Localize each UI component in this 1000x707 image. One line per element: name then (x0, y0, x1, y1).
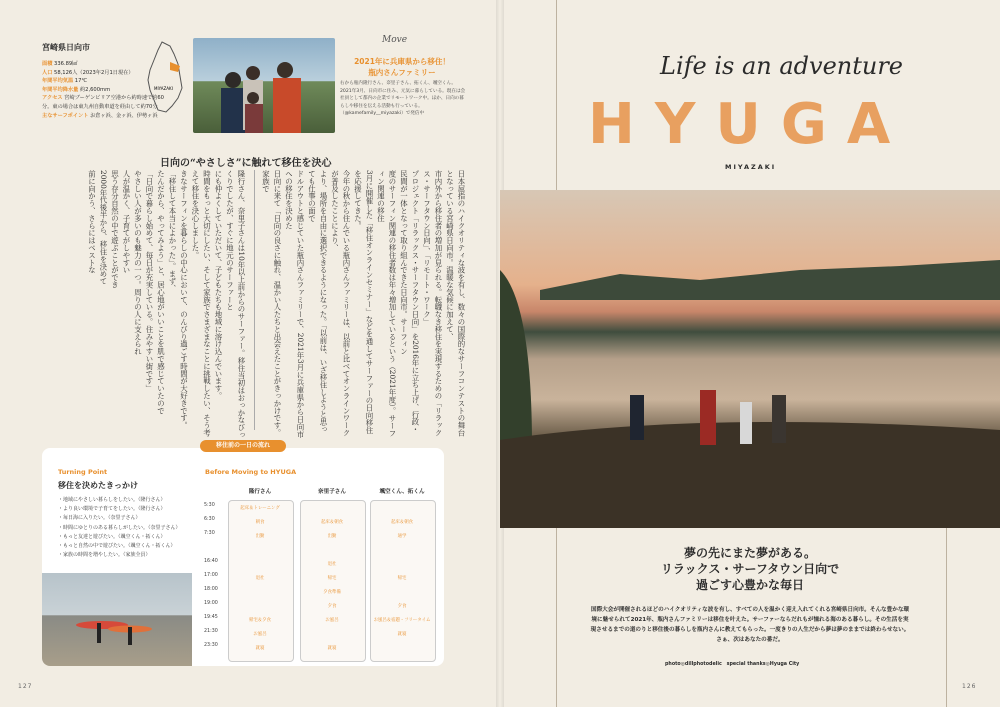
list-item: ・地域にやさしい暮らしをしたい。（隆行さん） (58, 497, 166, 503)
body-paragraph: 思う存分自然の中で遊ぶことができ (110, 170, 120, 289)
stat-value: 約2,600mm (79, 86, 111, 93)
body-paragraph: 2000年代後半から、移住を決めて (99, 170, 108, 286)
body-columns-left (42, 170, 247, 440)
schedule-event: 出勤 (327, 534, 337, 539)
body-columns-right (262, 170, 467, 440)
panel-tag: 移住前の一日の流れ (200, 440, 286, 452)
schedule-event: 帰宅 (327, 576, 337, 581)
body-paragraph: やさしい人が多いのも魅力の一つ。周りの人に支えられ (133, 170, 143, 355)
big-title: HYUGA (588, 92, 911, 157)
schedule-event: 就寝 (397, 632, 407, 637)
body-paragraph: 日向に来て「日向の良さに触れ、温かい人たちと出会えたことがきっかけです。家族で (262, 170, 282, 437)
schedule-event: 帰宅 (397, 576, 407, 581)
body-paragraph: にも仲よくしていただいて、子どもたちも地域に溶け込んでいます。 (214, 170, 223, 400)
decor-line (556, 0, 557, 190)
time-label: 19:45 (204, 615, 218, 620)
move-title-line: 瓶内さんファミリー (368, 68, 436, 77)
list-item: ・時間にゆとりのある暮らしがしたい。（奈里子さん） (58, 524, 181, 531)
page-number-right: 126 (962, 683, 977, 690)
schedule-event: 通学 (397, 534, 407, 539)
schedule-event: 退社 (255, 576, 265, 581)
schedule-event: 起床＆トレーニング (240, 506, 280, 511)
schedule-event: 就寝 (327, 646, 337, 651)
body-paragraph: より、場所を自由に選択できるようになった。「以前は、いざ移住しようと思っても仕事の面で (307, 170, 328, 433)
stat-value: 17℃ (74, 78, 88, 85)
schedule-event: 就寝 (255, 646, 265, 651)
stat-value: 336.89㎢ (54, 61, 78, 67)
map-label: MIYAZAKI (154, 86, 173, 91)
time-label: 23:30 (204, 643, 218, 648)
body-paragraph: 時間をもっと大切にしたい、そして家族でさまざまなことに挑戦したい、そう考えて移住を決心しました。 (191, 170, 212, 437)
schedule-event: お風呂＆宿題・フリータイム (373, 618, 431, 623)
time-label: 5:30 (204, 503, 215, 508)
move-script: Move (382, 35, 408, 45)
time-label: 6:30 (204, 517, 215, 522)
sub-title: MIYAZAKI (725, 163, 777, 171)
time-label: 16:40 (204, 559, 218, 564)
list-item: ・もっと友達と遊びたい。（颯空くん・拓くん） (58, 533, 166, 540)
schedule-event: 夕食 (327, 604, 337, 609)
headline-line: 夢の先にまた夢がある。 (683, 546, 816, 560)
family-photo (193, 38, 335, 133)
turning-point-subtitle: 移住を決めたきっかけ (58, 480, 138, 490)
body-paragraph: きなサーフィンを暮らしの中心において、のんびり過ごす時間が大好きです。 (179, 170, 189, 429)
stat-key: 主なサーフポイント (42, 112, 89, 119)
before-moving-title: Before Moving to HYUGA (205, 468, 297, 476)
body-paragraph: プロジェクト「リラックス・サーフタウン日向」を2016年に立ち上げ、行政・民間が一体となって取り組んできた日向市。サーフィン (399, 170, 420, 434)
stat-key: 面積 (42, 61, 53, 67)
miyazaki-map (140, 40, 190, 115)
schedule-event: お風呂 (325, 618, 339, 623)
schedule-event: 朝食 (255, 520, 265, 525)
decor-line (946, 528, 947, 707)
time-label: 19:00 (204, 601, 218, 606)
body-paragraph: 3月に開催した「移住オンラインセミナー」などを通してサーファーの日向移住を応援してきた。 (353, 170, 374, 434)
body-paragraph: 「移住して本当によかった」。まず、 (168, 170, 177, 293)
stat-key: 人口 (42, 69, 53, 76)
stat-value: お倉ヶ浜、金ヶ浜、伊勢ヶ浜 (90, 112, 158, 119)
time-label: 7:30 (204, 531, 215, 536)
person-name: 颯空くん、拓くん (379, 489, 425, 495)
script-title: Life is an adventure (660, 52, 904, 80)
stat-key: アクセス (42, 95, 63, 102)
person-name: 隆行さん (248, 489, 272, 495)
column-divider (254, 170, 255, 430)
body-paragraph: 今年の秋から住んでいる瓶内さんファミリーは、以前と比べてオンラインワークが普及したことにより、 (330, 170, 351, 437)
schedule-event: 起床＆朝食 (321, 520, 343, 525)
reasons-list (58, 496, 198, 560)
body-paragraph: 前に向かう、さらにはベストな (87, 170, 97, 274)
hero-photo (500, 190, 1000, 528)
list-item: ・家族の時間を増やしたい。（家族全員） (58, 552, 151, 559)
headline-line: 過ごす心豊かな毎日 (695, 578, 804, 592)
list-item: ・毎日海に入りたい。（奈里子さん） (58, 515, 141, 522)
schedule-event: お風呂 (253, 632, 267, 637)
lede-text: 国際大会が開催されるほどのハイクオリティな波を有し、すべての人を温かく迎え入れてくれる宮崎県日向市。そんな豊かな環境に魅せられて2021年、瓶内さんファミリーは移住を叶えた。サーファーならだれもが憧れる海のある暮らし。その生活を実現させるまでの道のりと移住後の暮らしを瓶内さんに教えてもらった。一度きりの人生だから夢は夢のままでは終わらせない。さぁ、次はあなたの番だ。 (590, 607, 910, 643)
person-name: 奈里子さん (318, 489, 346, 495)
schedule-event: 起床＆朝食 (391, 520, 413, 525)
page-number-left: 127 (18, 683, 33, 690)
time-label: 17:00 (204, 573, 218, 578)
schedule-event: 夕食 (397, 604, 407, 609)
time-label: 21:30 (204, 629, 218, 634)
section-heading: 日向の“やさしさ”に触れて移住を決心 (160, 158, 332, 169)
stat-key: 年間平均降水量 (42, 86, 79, 93)
schedule-event: 出勤 (255, 534, 265, 539)
turning-point-title: Turning Point (58, 468, 108, 476)
headline (640, 545, 860, 593)
stat-key: 年間平均気温 (42, 78, 74, 85)
stat-value: 58,126人（2023年2月1日現在） (54, 69, 134, 76)
schedule-event: 退社 (327, 562, 337, 567)
schedule-event: 夕食準備 (323, 590, 341, 595)
body-paragraph: 度のサーフィン関連の移住者数は年々増加しているという（2021年度）。サーフィン関連の移住 (376, 170, 397, 437)
list-item: ・より良い環境で子育てをしたい。（隆行さん） (58, 506, 166, 513)
move-title (346, 56, 458, 78)
list-item: ・もっと自然の中で遊びたい。（颯空くん・拓くん） (58, 543, 176, 550)
body-paragraph: 日本屈指のハイクオリティな波を有し、数々の国際的なサーフコンテストの舞台となっている宮崎県日向市。温暖な気候に加えて、 (445, 170, 466, 437)
photo-credit: photo◎dillphotodelic special thanks◎Hyuga City (665, 662, 800, 667)
body-paragraph: 人が温かく、子育てがしやすい (122, 170, 131, 274)
body-paragraph: 市内外から移住者の増加が見られる。転職なき移住を実現するための「リラックス・サーフタウン日向」、「リモート・ワーク」 (422, 170, 443, 437)
move-title-line: 2021年に兵庫県から移住！ (354, 57, 450, 66)
prefecture-label: 宮崎県日向市 (42, 42, 90, 52)
body-paragraph: 隆行さん、奈里子さんは10年以上前からのサーファー。移住当初はおっかなびっくりでしたが、すぐに地元のサーファーと (225, 170, 246, 439)
body-paragraph: 「日向で暮らし始めて、毎日が充実している。住みやすい街です」 (145, 170, 154, 392)
body-paragraph: ドルアウトと感じていた瓶内さんファミリーで、2021年3月に兵庫県から日向市への移住を決めた (284, 170, 305, 438)
headline-line: リラックス・サーフタウン日向で (660, 562, 840, 576)
move-caption: 右から瓶内隆行さん、奈里子さん、拓くん、颯空くん。2021年3月、日向市に住み、元気に暮らしている。現在は会社員として都内の企業でリモートワーク中。ほか、日向の暮らしや移住を伝える活動も行っている。（@kamefamily__miyazaki）で発信中 (340, 81, 466, 117)
schedule-event: 帰宅＆夕食 (249, 618, 271, 623)
stat-value: 宮崎ブーゲンビリア空港から約時速で約60分。東の場合は東九州自動車道を経由して約70分 (42, 95, 164, 110)
decor-line (556, 528, 557, 707)
body-paragraph: たんだから、やってみよう」と、居心地がいいことを肌で感じていたので (156, 170, 166, 415)
surf-photo (42, 573, 192, 666)
time-label: 18:00 (204, 587, 218, 592)
